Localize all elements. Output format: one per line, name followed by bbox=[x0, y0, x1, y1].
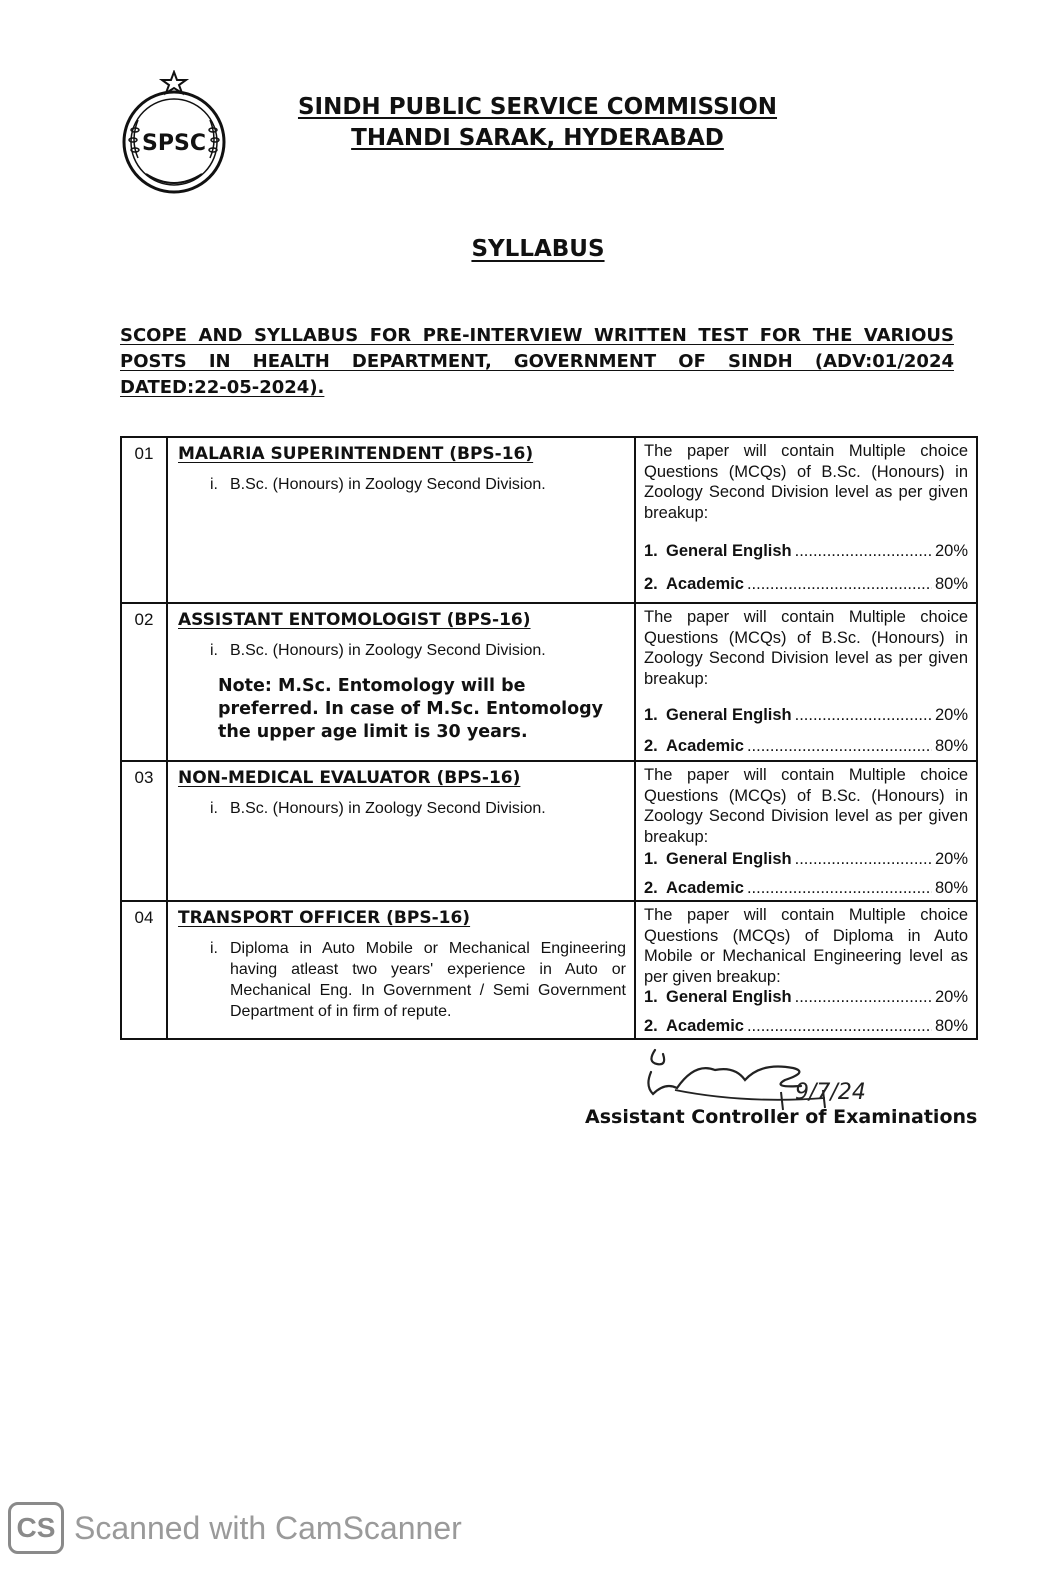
breakup-label: Academic bbox=[666, 736, 744, 755]
breakup-percentage: 80% bbox=[934, 574, 968, 593]
breakup-item bbox=[644, 541, 968, 562]
breakup-percentage: 80% bbox=[934, 736, 968, 755]
paper-description: The paper will contain Multiple choice Questions (MCQs) of B.Sc. (Honours) in Zoology Second Division level as per given breakup: bbox=[644, 608, 968, 688]
leader-dots bbox=[795, 705, 932, 726]
qualification bbox=[176, 640, 626, 661]
leader-dots bbox=[747, 736, 932, 757]
row-number: 02 bbox=[121, 603, 167, 761]
post-cell bbox=[167, 901, 635, 1039]
breakup-item bbox=[644, 574, 968, 595]
breakup-item bbox=[644, 878, 968, 899]
paper-description: The paper will contain Multiple choice Questions (MCQs) of B.Sc. (Honours) in Zoology Second Division level as per given breakup: bbox=[644, 766, 968, 846]
qualification-number: i. bbox=[210, 476, 218, 493]
row-number: 04 bbox=[121, 901, 167, 1039]
breakup-number: 1. bbox=[644, 850, 658, 868]
breakup-percentage: 80% bbox=[934, 1016, 968, 1035]
breakup-label: Academic bbox=[666, 878, 744, 897]
leader-dots bbox=[747, 1016, 932, 1037]
qualification-text: B.Sc. (Honours) in Zoology Second Division. bbox=[230, 642, 546, 659]
breakup-item bbox=[644, 736, 968, 757]
leader-dots bbox=[795, 987, 932, 1008]
table-row bbox=[121, 761, 977, 901]
qualification bbox=[176, 938, 626, 1022]
breakup-percentage: 20% bbox=[934, 542, 968, 560]
table-row bbox=[121, 901, 977, 1039]
post-title: ASSISTANT ENTOMOLOGIST (BPS-16) bbox=[178, 610, 531, 630]
post-title: TRANSPORT OFFICER (BPS-16) bbox=[178, 908, 471, 928]
spsc-logo bbox=[116, 70, 232, 194]
breakup-number: 2. bbox=[644, 574, 658, 593]
camscanner-watermark bbox=[8, 1498, 462, 1558]
qualification-number: i. bbox=[210, 642, 218, 659]
document-title: SYLLABUS bbox=[471, 236, 605, 262]
qualification bbox=[176, 798, 626, 819]
breakup-item bbox=[644, 1016, 968, 1037]
breakup-item bbox=[644, 849, 968, 870]
paper-description: The paper will contain Multiple choice Questions (MCQs) of Diploma in Auto Mobile or Mechanical Engineering level as per given breakup: bbox=[644, 906, 968, 986]
post-title: MALARIA SUPERINTENDENT (BPS-16) bbox=[178, 444, 534, 464]
qualification bbox=[176, 474, 626, 495]
leader-dots bbox=[795, 849, 932, 870]
breakup-item bbox=[644, 987, 968, 1008]
paper-description: The paper will contain Multiple choice Questions (MCQs) of B.Sc. (Honours) in Zoology Second Division level as per given breakup: bbox=[644, 442, 968, 522]
spsc-seal-icon bbox=[116, 70, 232, 194]
leader-dots bbox=[747, 574, 932, 595]
row-number: 03 bbox=[121, 761, 167, 901]
breakup-percentage: 20% bbox=[934, 706, 968, 724]
leader-dots bbox=[795, 541, 932, 562]
watermark-text: Scanned with CamScanner bbox=[74, 1509, 462, 1546]
post-note: Note: M.Sc. Entomology will be preferred. In case of M.Sc. Entomology the upper age limit is 30 years. bbox=[218, 676, 604, 742]
camscanner-logo-icon: CS bbox=[8, 1502, 64, 1554]
breakup-percentage: 80% bbox=[934, 878, 968, 897]
table-row bbox=[121, 603, 977, 761]
breakup-item bbox=[644, 705, 968, 726]
breakup-percentage: 20% bbox=[934, 850, 968, 868]
breakup-number: 2. bbox=[644, 1016, 658, 1035]
breakup-label: General English bbox=[666, 988, 792, 1006]
org-header bbox=[270, 92, 805, 154]
breakup-number: 1. bbox=[644, 542, 658, 560]
org-name: SINDH PUBLIC SERVICE COMMISSION bbox=[297, 94, 778, 120]
leader-dots bbox=[747, 878, 932, 899]
paper-cell bbox=[635, 603, 977, 761]
qualification-number: i. bbox=[210, 940, 218, 957]
breakup-percentage: 20% bbox=[934, 988, 968, 1006]
paper-cell bbox=[635, 437, 977, 603]
qualification-text: Diploma in Auto Mobile or Mechanical Engineering having atleast two years' experience in Auto or Mechanical Eng. In Government / Semi Government Department of in firm of repute. bbox=[230, 940, 626, 1020]
qualification-text: B.Sc. (Honours) in Zoology Second Division. bbox=[230, 476, 546, 493]
qualification-text: B.Sc. (Honours) in Zoology Second Division. bbox=[230, 800, 546, 817]
signatory-designation: Assistant Controller of Examinations bbox=[585, 1106, 978, 1128]
post-title: NON-MEDICAL EVALUATOR (BPS-16) bbox=[178, 768, 521, 788]
breakup-number: 1. bbox=[644, 706, 658, 724]
breakup-label: Academic bbox=[666, 1016, 744, 1035]
paper-cell bbox=[635, 901, 977, 1039]
post-cell bbox=[167, 437, 635, 603]
org-address: THANDI SARAK, HYDERABAD bbox=[351, 125, 724, 151]
breakup-number: 1. bbox=[644, 988, 658, 1006]
post-cell bbox=[167, 603, 635, 761]
qualification-number: i. bbox=[210, 800, 218, 817]
signature-date: 9/7/24 bbox=[795, 1080, 866, 1105]
breakup-label: Academic bbox=[666, 574, 744, 593]
breakup-number: 2. bbox=[644, 736, 658, 755]
table-row bbox=[121, 437, 977, 603]
logo-text: SPSC bbox=[142, 131, 206, 156]
paper-cell bbox=[635, 761, 977, 901]
breakup-label: General English bbox=[666, 850, 792, 868]
breakup-label: General English bbox=[666, 542, 792, 560]
row-number: 01 bbox=[121, 437, 167, 603]
breakup-label: General English bbox=[666, 706, 792, 724]
syllabus-table bbox=[120, 436, 978, 1040]
scope-heading: SCOPE AND SYLLABUS FOR PRE-INTERVIEW WRITTEN TEST FOR THE VARIOUS POSTS IN HEALTH DEPARTMENT, GOVERNMENT OF SINDH (ADV:01/2024 DATED:22-05-2024). bbox=[120, 325, 954, 398]
breakup-number: 2. bbox=[644, 878, 658, 897]
post-cell bbox=[167, 761, 635, 901]
